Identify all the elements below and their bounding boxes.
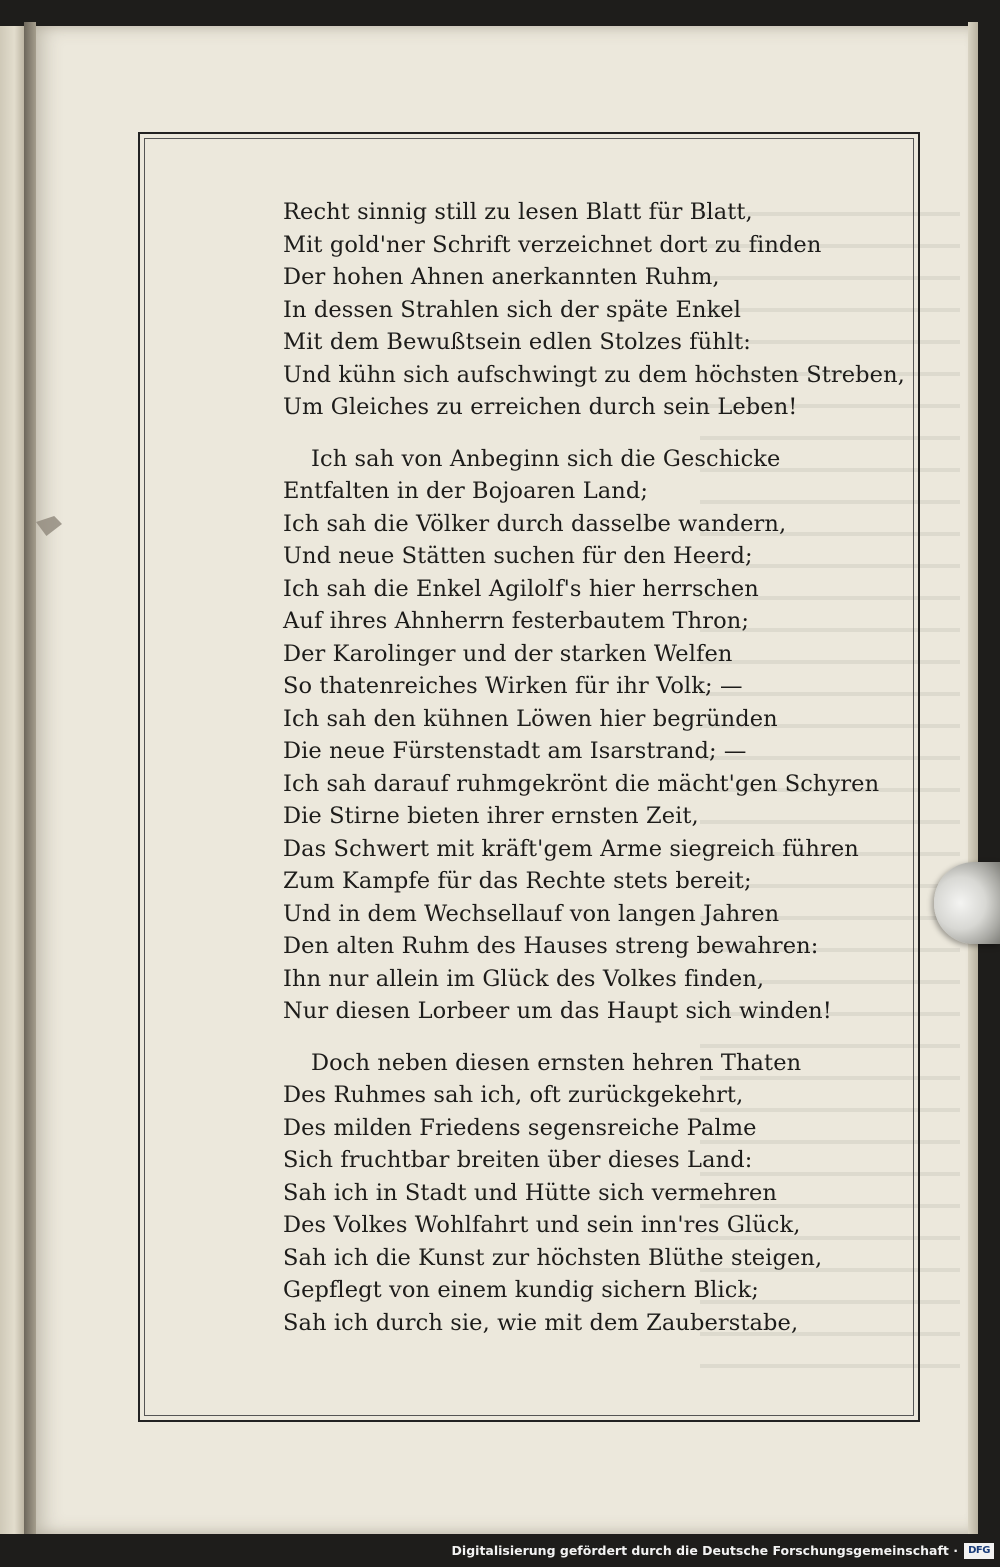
poem-line: Mit gold'ner Schrift verzeichnet dort zu finden	[283, 231, 822, 258]
poem-line: Zum Kampfe für das Rechte stets bereit;	[283, 868, 752, 894]
poem-line: Die Stirne bieten ihrer ernsten Zeit,	[283, 803, 699, 829]
digitization-credit: Digitalisierung gefördert durch die Deutsche Forschungsgemeinschaft ·	[451, 1543, 958, 1558]
poem-line: In dessen Strahlen sich der späte Enkel	[283, 296, 742, 323]
poem-line: Mit dem Bewußtsein edlen Stolzes fühlt:	[283, 329, 751, 355]
poem-line: Und neue Stätten suchen für den Heerd;	[283, 543, 753, 569]
poem-line: Sah ich in Stadt und Hütte sich vermehren	[283, 1179, 777, 1206]
poem-line: Ich sah von Anbeginn sich die Geschicke	[311, 445, 781, 472]
poem-line: Und kühn sich aufschwingt zu dem höchsten Streben,	[283, 361, 905, 388]
stanza-1	[283, 196, 905, 424]
poem-line: Des milden Friedens segensreiche Palme	[283, 1114, 757, 1141]
book-gutter	[24, 22, 36, 1537]
poem-line: Ich sah den kühnen Löwen hier begründen	[283, 705, 778, 732]
poem-line: Die neue Fürstenstadt am Isarstrand; —	[283, 738, 747, 764]
poem-line: Um Gleiches zu erreichen durch sein Leben!	[283, 394, 798, 420]
poem-text	[283, 196, 905, 1358]
poem-line: Das Schwert mit kräft'gem Arme siegreich führen	[283, 835, 859, 862]
poem-line: So thatenreiches Wirken für ihr Volk; —	[283, 673, 743, 699]
facing-page-edge	[0, 26, 24, 1534]
poem-line: Sah ich die Kunst zur höchsten Blüthe steigen,	[283, 1244, 823, 1271]
dfg-logo: DFG	[964, 1543, 994, 1559]
poem-line: Auf ihres Ahnherrn festerbautem Thron;	[283, 608, 749, 634]
poem-line: Ich sah die Enkel Agilolf's hier herrschen	[283, 575, 759, 602]
poem-line: Sich fruchtbar breiten über dieses Land:	[283, 1147, 753, 1173]
poem-line: Ich sah die Völker durch dasselbe wandern,	[283, 510, 787, 537]
poem-line: Recht sinnig still zu lesen Blatt für Blatt,	[283, 199, 753, 225]
poem-line: Gepflegt von einem kundig sichern Blick;	[283, 1277, 759, 1303]
poem-line: Und in dem Wechsellauf von langen Jahren	[283, 900, 780, 927]
poem-line: Des Ruhmes sah ich, oft zurückgekehrt,	[283, 1082, 744, 1108]
poem-line: Den alten Ruhm des Hauses streng bewahren:	[283, 933, 819, 959]
poem-line: Ihn nur allein im Glück des Volkes finden,	[283, 965, 765, 992]
poem-line: Der Karolinger und der starken Welfen	[283, 640, 733, 667]
poem-line: Doch neben diesen ernsten hehren Thaten	[311, 1049, 802, 1076]
stanza-3	[283, 1047, 843, 1340]
poem-line: Sah ich durch sie, wie mit dem Zauberstabe,	[283, 1309, 799, 1336]
poem-line: Entfalten in der Bojoaren Land;	[283, 478, 649, 504]
poem-line: Des Volkes Wohlfahrt und sein inn'res Glück,	[283, 1212, 801, 1238]
poem-line: Ich sah darauf ruhmgekrönt die mächt'gen Schyren	[283, 770, 880, 797]
poem-line: Nur diesen Lorbeer um das Haupt sich winden!	[283, 998, 832, 1024]
stanza-2	[283, 443, 880, 1028]
poem-line: Der hohen Ahnen anerkannten Ruhm,	[283, 264, 720, 290]
page-edge	[968, 22, 978, 1537]
